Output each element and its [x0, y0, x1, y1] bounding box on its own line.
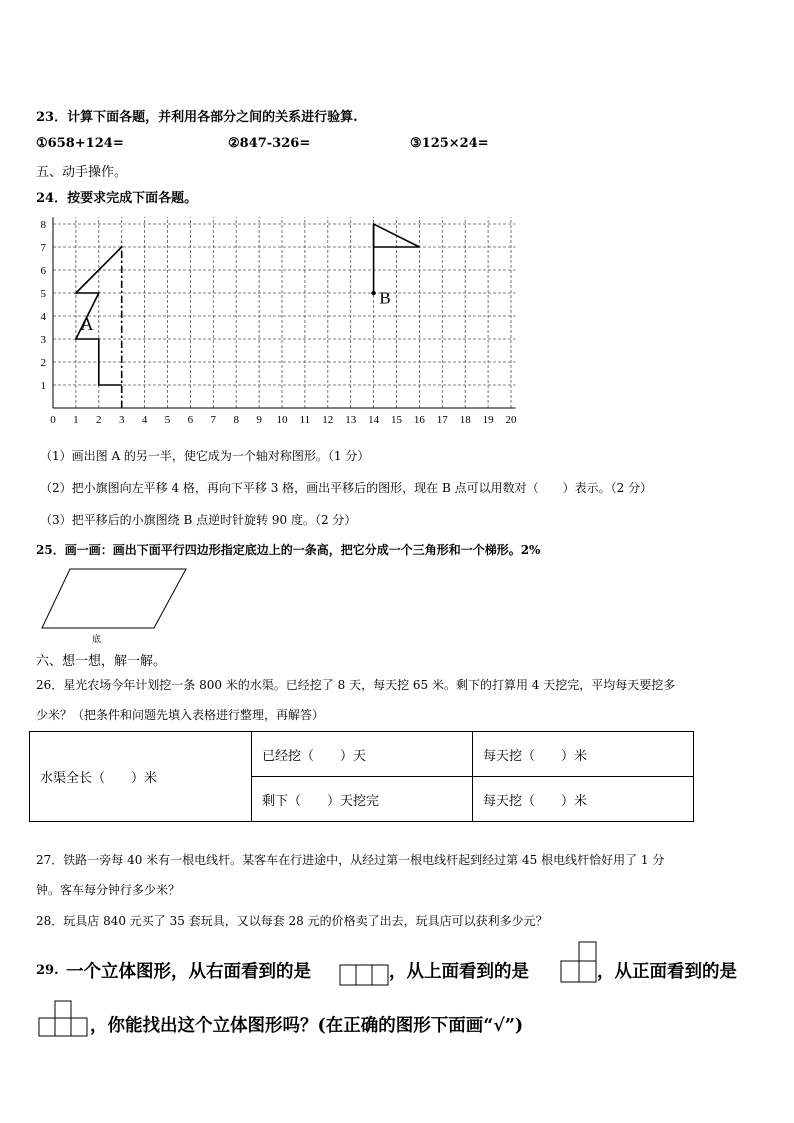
- y-tick-label: 3: [40, 334, 46, 346]
- shape-a-label: A: [80, 313, 94, 334]
- q28-text: 28．玩具店 840 元买了 35 套玩具，又以每套 28 元的价格卖了出去，玩具店可以获利多少元？: [36, 914, 548, 928]
- y-tick-label: 4: [40, 311, 46, 323]
- x-tick-label: 12: [322, 414, 334, 426]
- q24-sub2: （2）把小旗图向左平移 4 格，再向下平移 3 格，画出平移后的图形，现在 B 点可以用数对（ ）表示。（2 分）: [40, 481, 653, 495]
- q24-sub3: （3）把平移后的小旗图绕 B 点逆时针旋转 90 度。（2 分）: [40, 513, 357, 527]
- x-tick-label: 11: [299, 414, 311, 426]
- x-tick-label: 19: [482, 414, 494, 426]
- y-tick-label: 7: [40, 242, 46, 254]
- q23-title: 23．计算下面各题，并利用各部分之间的关系进行验算.: [36, 110, 358, 125]
- q29-part4: ，你能找出这个立体图形吗？(在正确的图形下面画“√”): [90, 1016, 524, 1036]
- x-tick-label: 16: [413, 414, 425, 426]
- q29-part2: ，从上面看到的是: [389, 962, 529, 982]
- x-tick-label: 13: [345, 414, 357, 426]
- x-tick-label: 18: [459, 414, 471, 426]
- y-tick-label: 1: [40, 380, 46, 392]
- section-5-heading: 五、动手操作。: [36, 165, 128, 180]
- q26-table: [29, 731, 694, 822]
- x-tick-label: 5: [164, 414, 171, 426]
- q23-item-1: ①658+124=: [36, 136, 124, 151]
- front-view-icon: [38, 1000, 90, 1040]
- q25-title: 25．画一画：画出下面平行四边形指定底边上的一条高，把它分成一个三角形和一个梯形。2%: [36, 543, 541, 557]
- q24-title: 24．按要求完成下面各题。: [36, 191, 198, 206]
- x-tick-label: 7: [210, 414, 217, 426]
- x-tick-label: 15: [391, 414, 402, 426]
- x-tick-label: 3: [118, 414, 125, 426]
- q26-line2: 少米？（把条件和问题先填入表格进行整理，再解答）: [36, 708, 325, 722]
- q29-part1: 一个立体图形，从右面看到的是: [66, 962, 311, 982]
- x-tick-label: 14: [368, 414, 380, 426]
- q26-line1: 26．星光农场今年计划挖一条 800 米的水渠。已经挖了 8 天，每天挖 65 米。剩下的打算用 4 天挖完，平均每天要挖多: [36, 678, 676, 692]
- x-tick-label: 6: [187, 414, 194, 426]
- x-tick-label: 4: [141, 414, 148, 426]
- table-cell-per-day-1: 每天挖（ ）米: [473, 732, 694, 777]
- section-6-heading: 六、想一想，解一解。: [36, 654, 167, 669]
- q29-number: 29.: [36, 963, 59, 978]
- point-b-label: B: [379, 288, 391, 308]
- parallelogram: [42, 569, 186, 628]
- y-tick-label: 8: [40, 219, 46, 231]
- point-b: [371, 291, 375, 295]
- table-cell-total: 水渠全长（ ）米: [30, 732, 252, 822]
- top-view-icon: [559, 940, 599, 985]
- x-tick-label: 10: [276, 414, 288, 426]
- right-view-icon: [339, 964, 389, 988]
- table-cell-dug-days: 已经挖（ ）天: [252, 732, 473, 777]
- x-tick-label: 9: [256, 414, 262, 426]
- q23-item-2: ②847-326=: [228, 136, 311, 151]
- q23-item-3: ③125×24=: [410, 136, 489, 151]
- x-tick-label: 0: [50, 414, 56, 426]
- y-tick-label: 6: [40, 265, 46, 277]
- y-tick-label: 2: [40, 357, 46, 369]
- x-tick-label: 20: [505, 414, 517, 426]
- table-cell-per-day-2: 每天挖（ ）米: [473, 777, 694, 822]
- q27-line1: 27．铁路一旁每 40 米有一根电线杆。某客车在行进途中，从经过第一根电线杆起到经过第 45 根电线杆恰好用了 1 分: [36, 853, 665, 867]
- q24-sub1: （1）画出图 A 的另一半，使它成为一个轴对称图形。（1 分）: [40, 449, 370, 463]
- q29-part3: ，从正面看到的是: [597, 962, 737, 982]
- base-label: 底: [92, 635, 102, 645]
- x-tick-label: 1: [73, 414, 79, 426]
- table-cell-remain-days: 剩下（ ）天挖完: [252, 777, 473, 822]
- y-tick-label: 5: [40, 288, 46, 300]
- x-tick-label: 8: [233, 414, 239, 426]
- parallelogram-figure: [36, 565, 196, 650]
- x-tick-label: 17: [436, 414, 448, 426]
- x-tick-label: 2: [96, 414, 102, 426]
- q27-line2: 钟。客车每分钟行多少米？: [36, 883, 181, 897]
